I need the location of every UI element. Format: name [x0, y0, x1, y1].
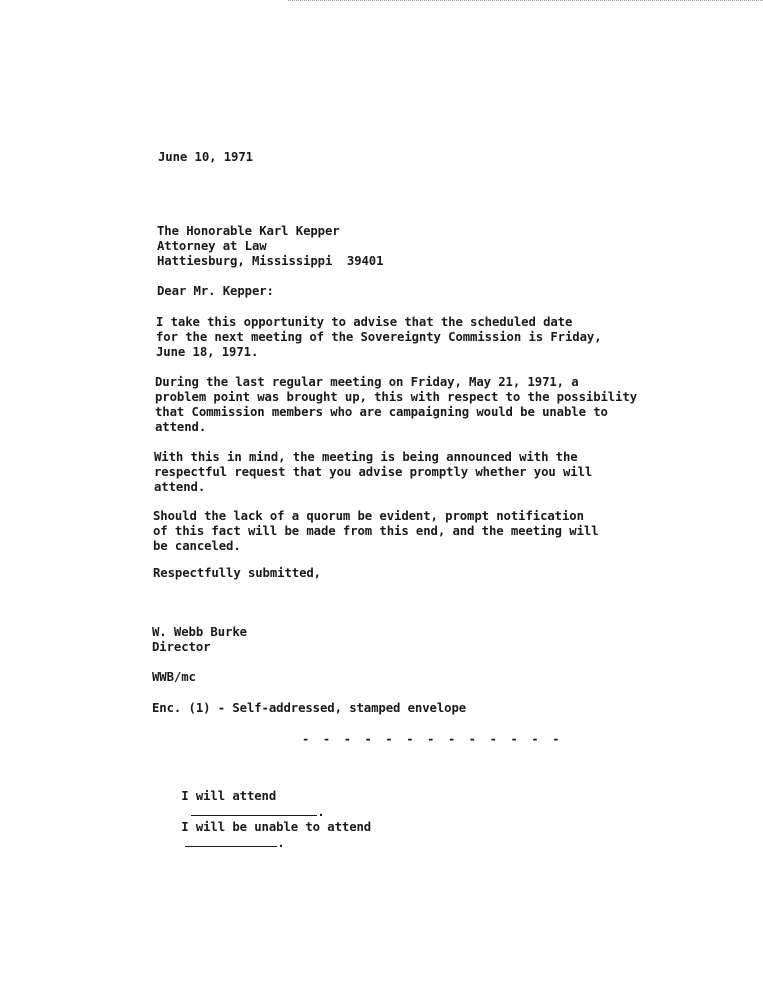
paragraph-line: attend. [155, 420, 207, 434]
paragraph-line: that Commission members who are campaigning would be unable to [155, 405, 608, 419]
response-unable-line [152, 805, 371, 866]
paragraph-line: With this in mind, the meeting is being announced with the [154, 450, 578, 464]
letter-date: June 10, 1971 [158, 150, 253, 164]
paragraph-4 [153, 509, 599, 554]
paragraph-2 [155, 375, 637, 435]
recipient-title: Attorney at Law [157, 239, 267, 253]
paragraph-line: respectful request that you advise promptly whether you will [154, 465, 593, 479]
response-attend-label: I will attend [181, 789, 277, 803]
signature-block [152, 625, 247, 655]
salutation: Dear Mr. Kepper: [157, 284, 274, 298]
page-edge-dots [288, 0, 763, 3]
recipient-address: Hattiesburg, Mississippi 39401 [157, 254, 384, 268]
attend-period: . [317, 805, 325, 819]
paragraph-line: attend. [154, 480, 206, 494]
enclosure-note: Enc. (1) - Self-addressed, stamped envelope [152, 701, 467, 715]
paragraph-line: be canceled. [153, 539, 241, 553]
closing: Respectfully submitted, [153, 566, 321, 580]
paragraph-line: I take this opportunity to advise that the scheduled date [156, 315, 573, 329]
paragraph-line: Should the lack of a quorum be evident, prompt notification [153, 509, 584, 523]
recipient-name: The Honorable Karl Kepper [157, 224, 340, 238]
paragraph-1 [156, 315, 602, 360]
paragraph-3 [154, 450, 592, 495]
paragraph-line: for the next meeting of the Sovereignty Commission is Friday, [156, 330, 602, 344]
paragraph-line: of this fact will be made from this end, and the meeting will [153, 524, 599, 538]
paragraph-line: problem point was brought up, this with respect to the possibility [155, 390, 638, 404]
response-unable-label: I will be unable to attend [181, 820, 372, 834]
unable-blank-field[interactable] [185, 835, 277, 847]
initials: WWB/mc [152, 670, 196, 684]
signer-title: Director [152, 640, 211, 654]
recipient-address-block [157, 224, 383, 269]
separator-dashes: - - - - - - - - - - - - - [302, 732, 563, 746]
paragraph-line: During the last regular meeting on Friday, May 21, 1971, a [155, 375, 579, 389]
unable-period: . [277, 836, 285, 850]
signer-name: W. Webb Burke [152, 625, 247, 639]
paragraph-line: June 18, 1971. [156, 345, 259, 359]
